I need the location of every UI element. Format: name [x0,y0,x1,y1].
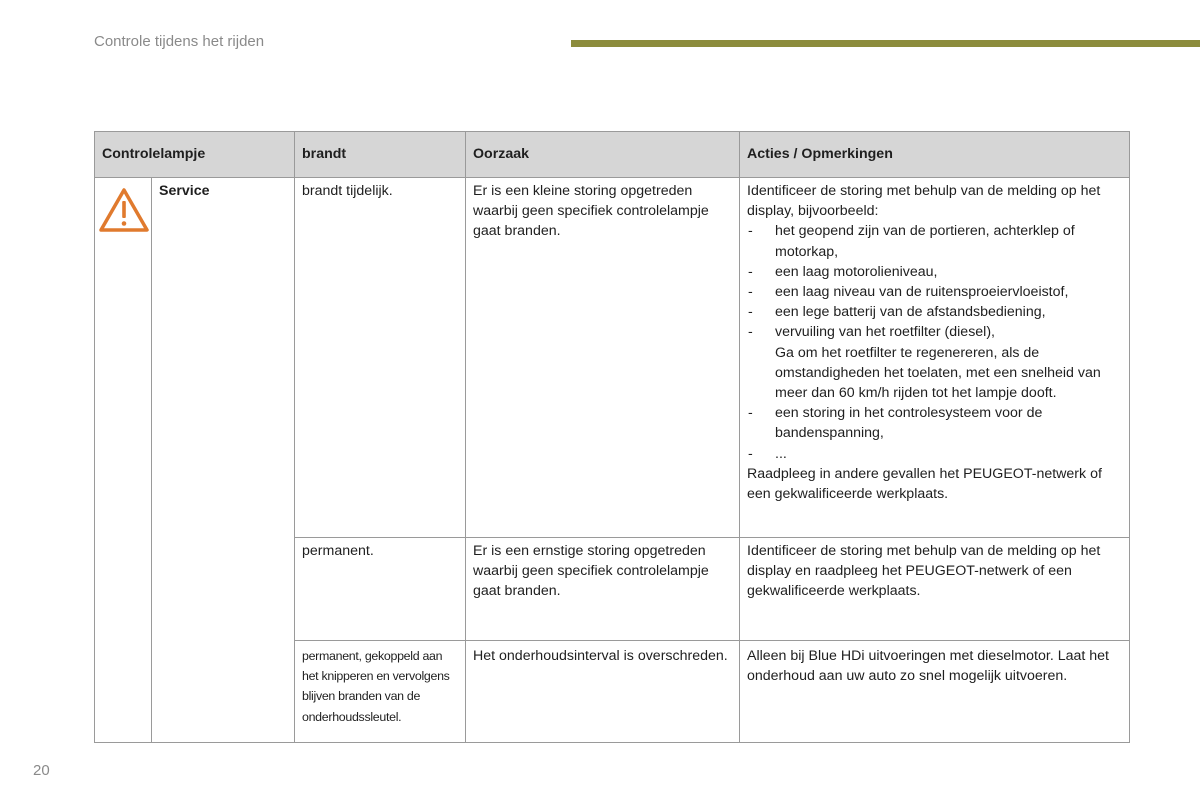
column-header-controlelampje: Controlelampje [95,132,295,178]
list-item-note: Ga om het roetfilter te regenereren, als de omstandigheden het toelaten, met een snelheid van meer dan 60 km/h rijden tot het lampje dooft. [775,344,1101,402]
header-accent-bar [571,40,1200,47]
acties-cell [740,178,1130,538]
column-header-oorzaak: Oorzaak [466,132,740,178]
table-row [95,178,1130,538]
brandt-cell: permanent, gekoppeld aan het knipperen en vervolgens blijven branden van de onderhoudssleutel. [295,641,466,743]
list-item: - een laag motorolieniveau, [747,262,1122,282]
brandt-cell: brandt tijdelijk. [295,178,466,538]
brandt-cell: permanent. [295,538,466,641]
lamp-icon-cell [95,178,152,743]
list-item: - het geopend zijn van de portieren, achterklep of motorkap, [747,221,1122,261]
acties-list [747,221,1122,463]
acties-outro: Raadpleeg in andere gevallen het PEUGEOT-netwerk of een gekwalificeerde werkplaats. [747,465,1102,503]
list-item: - een laag niveau van de ruitensproeiervloeistof, [747,282,1122,302]
table-header-row [95,132,1130,178]
lamp-name: Service [152,178,295,743]
warning-triangle-icon [97,186,151,234]
list-item-text: - vervuiling van het roetfilter (diesel), [775,324,996,341]
acties-cell: Alleen bij Blue HDi uitvoeringen met dieselmotor. Laat het onderhoud aan uw auto zo snel mogelijk uitvoeren. [740,641,1130,743]
acties-intro: Identificeer de storing met behulp van de melding op het display, bijvoorbeeld: [747,183,1101,220]
list-item: - ... [747,444,1122,464]
list-item [747,322,1122,403]
warning-lamp-table [94,131,1130,743]
page-header-title: Controle tijdens het rijden [94,33,265,50]
list-item: - een storing in het controlesysteem voor de bandenspanning, [747,403,1122,443]
oorzaak-cell: Het onderhoudsinterval is overschreden. [466,641,740,743]
column-header-brandt: brandt [295,132,466,178]
column-header-acties: Acties / Opmerkingen [740,132,1130,178]
list-item: - een lege batterij van de afstandsbediening, [747,302,1122,322]
page-number: 20 [33,762,50,779]
oorzaak-cell: Er is een kleine storing opgetreden waarbij geen specifiek controlelampje gaat branden. [466,178,740,538]
oorzaak-cell: Er is een ernstige storing opgetreden waarbij geen specifiek controlelampje gaat branden. [466,538,740,641]
acties-cell: Identificeer de storing met behulp van de melding op het display en raadpleeg het PEUGEOT-netwerk of een gekwalificeerde werkplaats. [740,538,1130,641]
